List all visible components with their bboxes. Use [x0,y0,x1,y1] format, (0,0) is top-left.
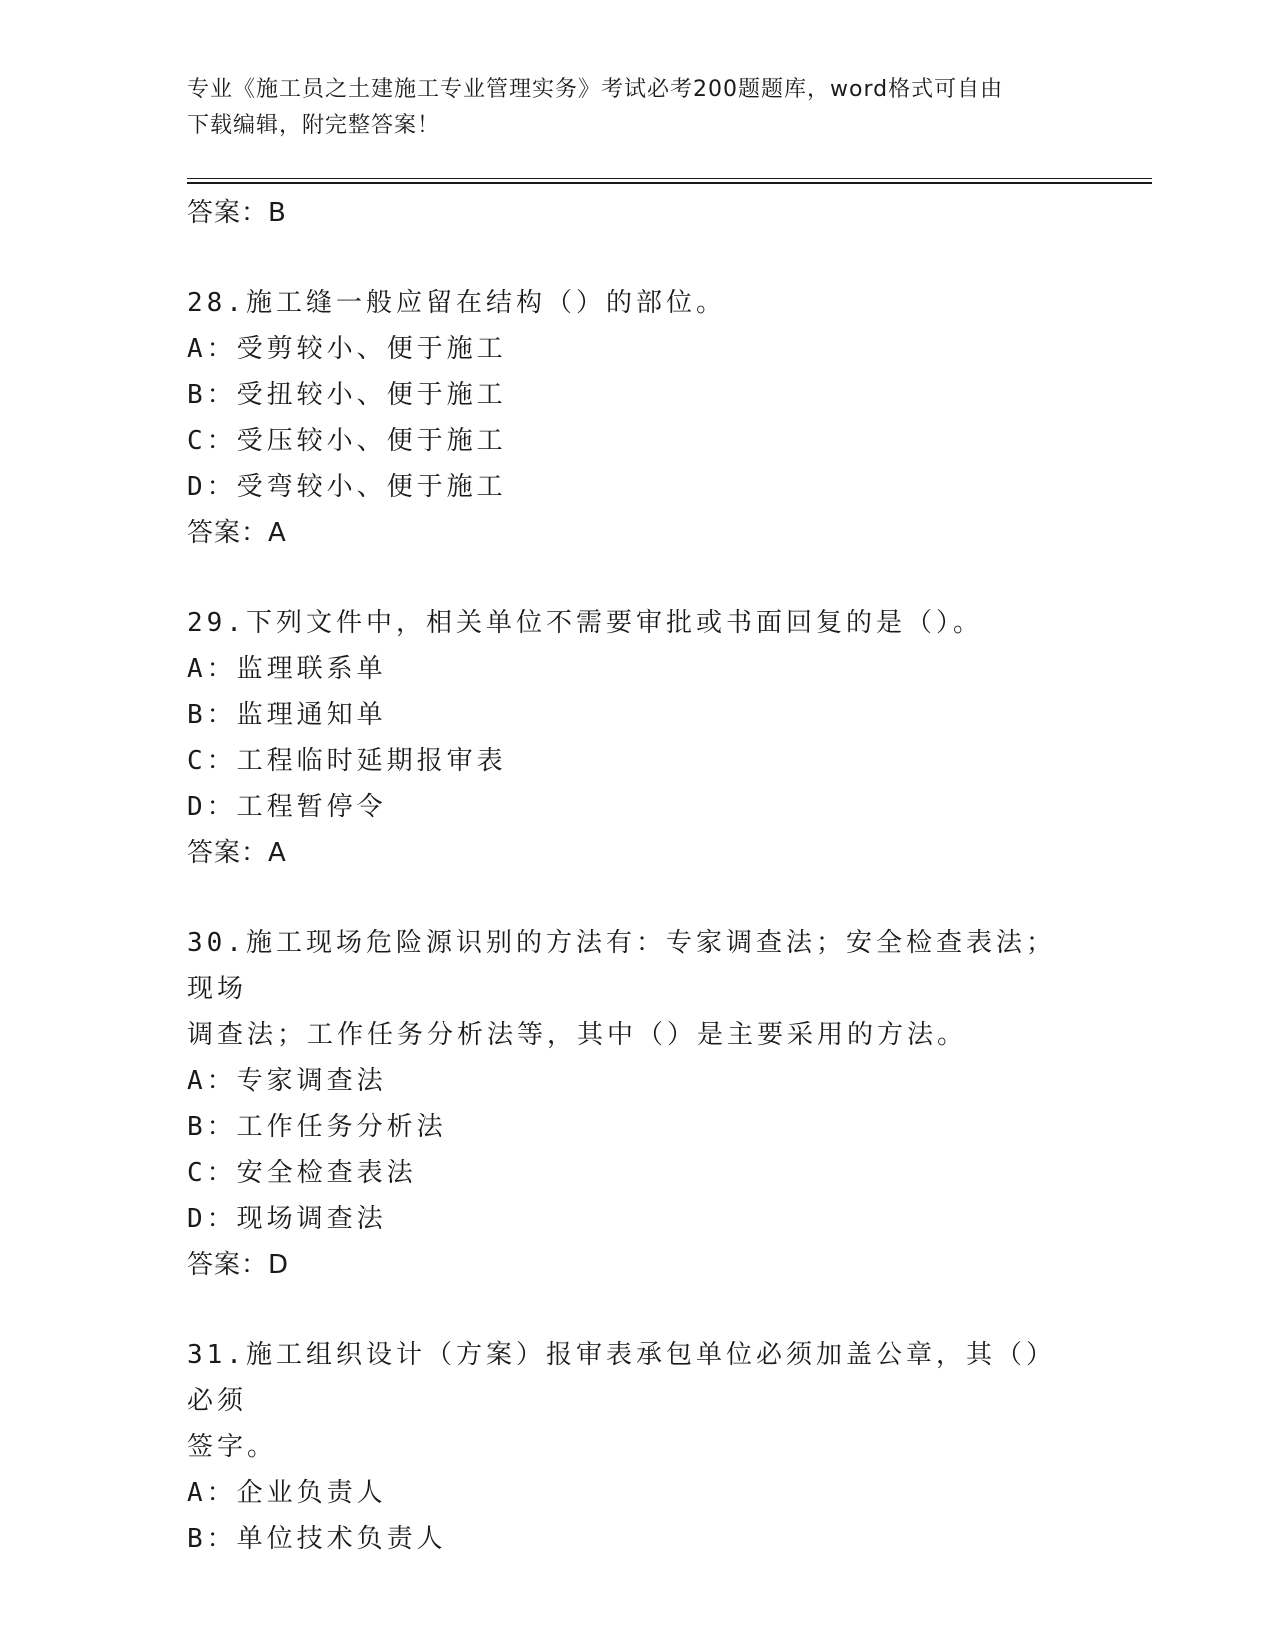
question-30 [187,920,1087,1288]
question-text-line-1: 30.施工现场危险源识别的方法有：专家调查法；安全检查表法；现场 [187,928,1056,1004]
question-text-line-2: 签字。 [187,1432,278,1462]
header-line-2: 下载编辑，附完整答案！ [187,113,441,138]
question-29 [187,600,1087,876]
option-b: B：受扭较小、便于施工 [187,380,507,410]
document-header [187,72,1067,144]
option-a: A：专家调查法 [187,1066,387,1096]
previous-answer: 答案：B [187,198,287,228]
option-c: C：安全检查表法 [187,1158,417,1188]
question-28 [187,280,1087,556]
option-d: D：现场调查法 [187,1204,387,1234]
answer: 答案：A [187,518,287,548]
option-a: A：受剪较小、便于施工 [187,334,507,364]
header-divider-thin [187,178,1152,179]
question-text: 28.施工缝一般应留在结构（）的部位。 [187,288,726,318]
header-line-1: 专业《施工员之土建施工专业管理实务》考试必考200题题库，word格式可自由 [187,77,1004,102]
option-a: A：企业负责人 [187,1478,387,1508]
option-b: B：单位技术负责人 [187,1524,447,1554]
question-text: 29.下列文件中，相关单位不需要审批或书面回复的是（）。 [187,608,983,638]
answer: 答案：D [187,1250,290,1280]
question-list [187,190,1087,1562]
option-c: C：工程临时延期报审表 [187,746,507,776]
option-c: C：受压较小、便于施工 [187,426,507,456]
option-d: D：工程暂停令 [187,792,387,822]
header-divider-thick [187,182,1152,184]
answer: 答案：A [187,838,287,868]
option-b: B：监理通知单 [187,700,387,730]
option-a: A：监理联系单 [187,654,387,684]
question-text-line-2: 调查法；工作任务分析法等，其中（）是主要采用的方法。 [187,1020,968,1050]
question-text-line-1: 31.施工组织设计（方案）报审表承包单位必须加盖公章，其（）必须 [187,1340,1056,1416]
option-b: B：工作任务分析法 [187,1112,447,1142]
option-d: D：受弯较小、便于施工 [187,472,507,502]
question-31 [187,1332,1087,1562]
